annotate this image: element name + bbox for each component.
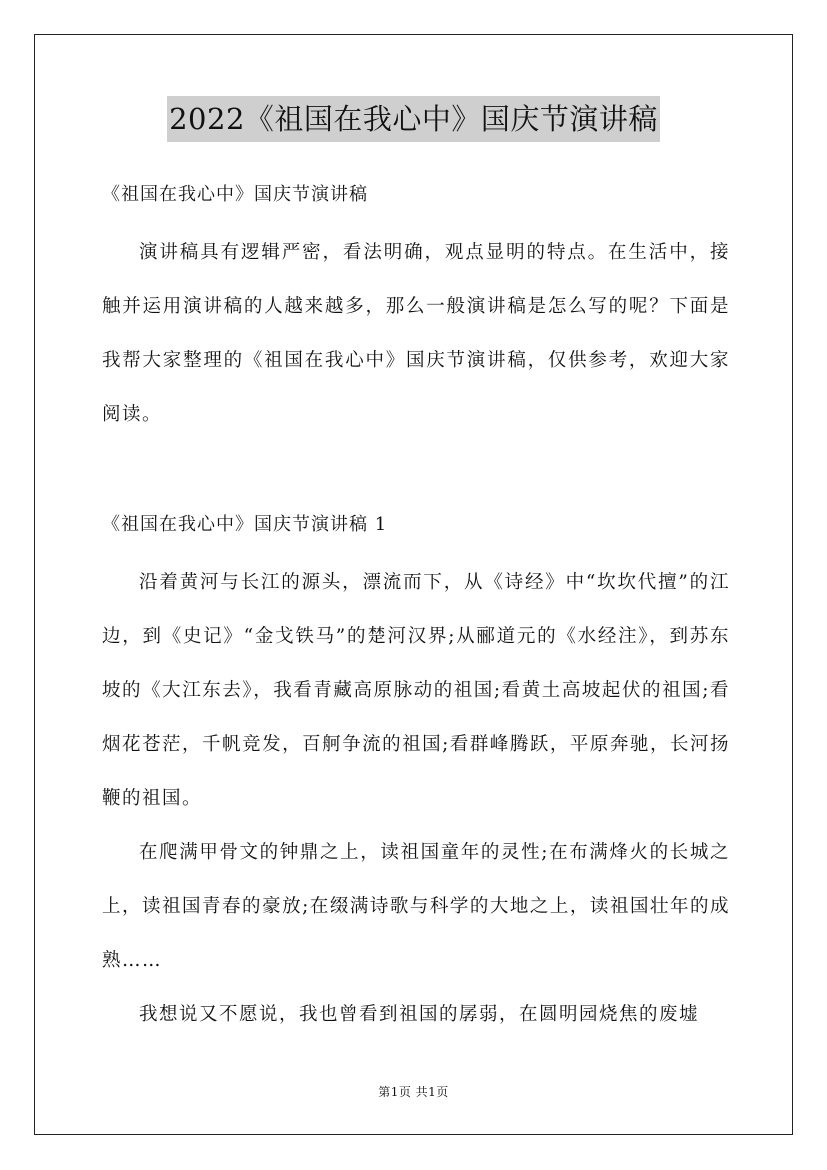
- body-paragraph-1: 沿着黄河与长江的源头，漂流而下，从《诗经》中“坎坎代擅”的江边，到《史记》“金戈铁马”的楚河汉界;从郦道元的《水经注》，到苏东坡的《大江东去》，我看青藏高原脉动的祖国;看黄土高坡起伏的祖国;看烟花苍茫，千帆竞发，百舸争流的祖国;看群峰腾跃，平原奔驰，长河扬鞭的祖国。: [102, 572, 730, 809]
- document-body: [102, 172, 730, 1042]
- page-footer: [0, 1083, 827, 1100]
- body-paragraph-3: 我想说又不愿说，我也曾看到祖国的孱弱，在圆明园烧焦的废墟: [139, 1004, 700, 1025]
- intro-paragraph: 演讲稿具有逻辑严密，看法明确，观点显明的特点。在生活中，接触并运用演讲稿的人越来越多，那么一般演讲稿是怎么写的呢？下面是我帮大家整理的《祖国在我心中》国庆节演讲稿，仅供参考，欢迎大家阅读。: [102, 242, 730, 425]
- document-title: 2022《祖国在我心中》国庆节演讲稿: [167, 96, 660, 142]
- spacer: [102, 442, 730, 502]
- section-title: 《祖国在我心中》国庆节演讲稿 1: [102, 514, 388, 535]
- document-subtitle: 《祖国在我心中》国庆节演讲稿: [102, 184, 368, 205]
- page-number-label: 第1页 共1页: [378, 1085, 449, 1099]
- title-container: [0, 96, 827, 142]
- spacer: [102, 218, 730, 226]
- spacer: [102, 548, 730, 556]
- body-paragraph-2: 在爬满甲骨文的钟鼎之上，读祖国童年的灵性;在布满烽火的长城之上，读祖国青春的豪放;在缀满诗歌与科学的大地之上，读祖国壮年的成熟……: [102, 842, 730, 971]
